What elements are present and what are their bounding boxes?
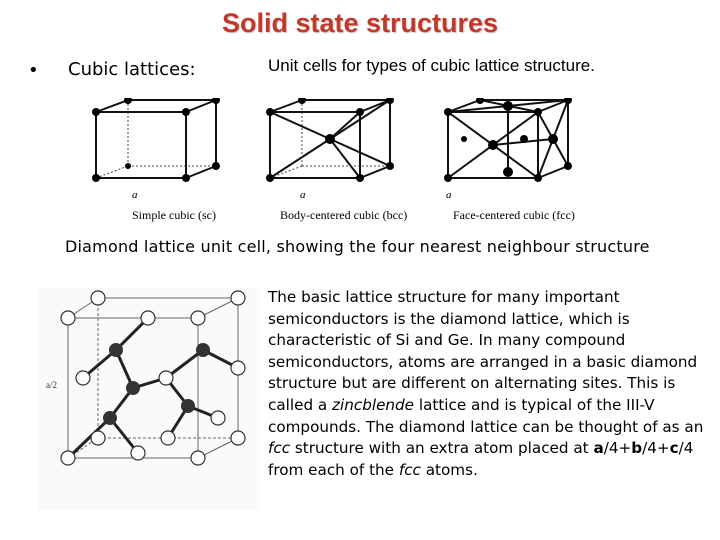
axis-label-a: a: [300, 189, 306, 201]
axis-label-a: a: [132, 189, 138, 201]
diamond-description: The basic lattice structure for many important semiconductors is the diamond lattice, which is characteristic of Si and Ge. In many compound semiconductors, atoms are arranged in a basic diamond structure but are different on alternating sites. This is called a zincblende lattice and is typical of the III-V compounds. The diamond lattice can be thought of as an fcc structure with an extra atom placed at a/4+b/4+c/4 from each of the fcc atoms.: [268, 288, 704, 479]
half-a-label: a/2: [46, 380, 57, 390]
diamond-heading: Diamond lattice unit cell, showing the four nearest neighbour structure: [65, 237, 650, 256]
fcc-caption: Face-centered cubic (fcc): [453, 208, 575, 222]
simple-cubic-caption: Simple cubic (sc): [132, 208, 216, 222]
bcc-figure: [262, 98, 402, 204]
bullet-marker: •: [28, 60, 39, 81]
bcc-caption: Body-centered cubic (bcc): [280, 208, 408, 222]
fcc-figure: [440, 98, 580, 204]
diamond-lattice-figure: [38, 288, 260, 510]
axis-label-a: a: [446, 189, 452, 201]
page-title: Solid state structures: [221, 8, 499, 38]
unit-cells-caption: Unit cells for types of cubic lattice structure.: [268, 56, 595, 75]
cubic-lattices-label: Cubic lattices:: [68, 59, 196, 80]
simple-cubic-figure: [88, 98, 228, 204]
